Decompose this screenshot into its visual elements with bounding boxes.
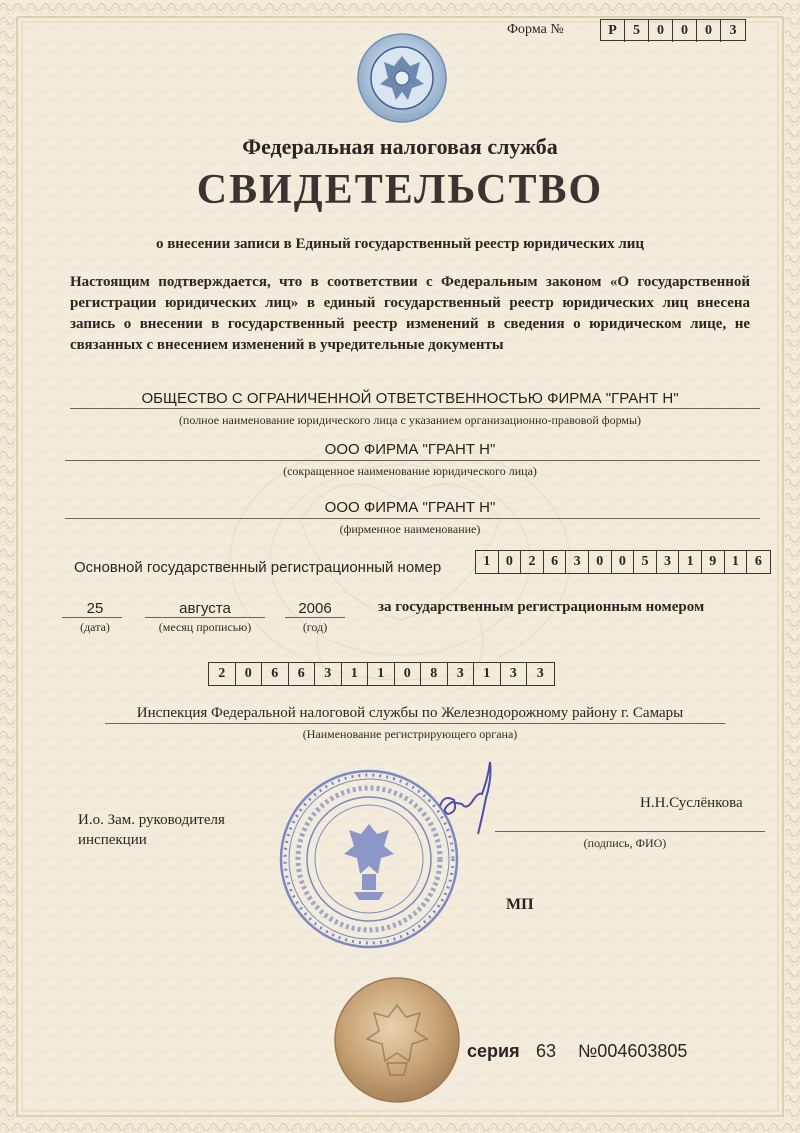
fns-emblem-icon <box>356 32 448 124</box>
handwritten-signature-icon <box>434 758 504 838</box>
date-month-caption: (месяц прописью) <box>158 620 252 634</box>
date-day-caption: (дата) <box>80 620 110 634</box>
digit-box: 0 <box>499 551 522 573</box>
series-value: 63 <box>536 1041 557 1061</box>
short-name-caption: (сокращенное наименование юридического лица) <box>283 464 537 478</box>
signer-position-line1: И.о. Зам. руководителя <box>78 812 225 828</box>
digit-box: 0 <box>612 551 635 573</box>
firm-name-value: ООО ФИРМА "ГРАНТ Н" <box>324 499 496 516</box>
digit-box: 3 <box>315 663 342 685</box>
signature-caption: (подпись, ФИО) <box>583 836 667 850</box>
digit-box: 1 <box>476 551 499 573</box>
embossed-seal-icon <box>332 975 462 1105</box>
digit-box: 9 <box>702 551 725 573</box>
digit-box: 2 <box>209 663 236 685</box>
date-month-line <box>145 617 265 618</box>
digit-box: 1 <box>725 551 748 573</box>
digit-box: 5 <box>625 20 649 42</box>
digit-box: 1 <box>368 663 395 685</box>
form-code-boxes <box>600 19 746 41</box>
reg-number-label: за государственным регистрационным номером <box>378 599 705 615</box>
series-label: серия <box>467 1041 520 1061</box>
signer-name: Н.Н.Суслёнкова <box>640 795 743 811</box>
digit-box: 3 <box>536 666 544 681</box>
date-year: 2006 <box>298 600 332 617</box>
confirmation-paragraph: Настоящим подтверждается, что в соответствии с Федеральным законом «О государственной регистрации юридических лиц» в единый государственный реестр юридических лиц внесена запись о внесении в государственный реестр изменений в сведения о юридическом лице, не связанных с внесением изменений в учредительные документы <box>70 274 750 353</box>
digit-box: 5 <box>634 551 657 573</box>
short-name-value: ООО ФИРМА "ГРАНТ Н" <box>324 441 496 458</box>
date-month: августа <box>179 600 231 617</box>
date-day: 25 <box>86 600 104 617</box>
digit-box: 2 <box>521 551 544 573</box>
firm-name-caption: (фирменное наименование) <box>339 522 481 536</box>
signer-position-line2: инспекции <box>78 832 147 848</box>
grn-boxes <box>208 662 555 686</box>
document-subtitle: о внесении записи в Единый государственный реестр юридических лиц <box>155 236 645 252</box>
ogrn-label: Основной государственный регистрационный номер <box>74 559 442 576</box>
document-title: СВИДЕТЕЛЬСТВО <box>196 167 604 213</box>
digit-box: 6 <box>262 663 289 685</box>
mp-mark: МП <box>506 896 534 913</box>
form-label: Форма № <box>507 22 564 37</box>
digit-box: 0 <box>589 551 612 573</box>
digit-box: 3 <box>729 23 737 38</box>
digit-box: Р <box>601 20 625 42</box>
digit-box: 0 <box>395 663 422 685</box>
digit-box: 6 <box>544 551 567 573</box>
ogrn-boxes <box>475 550 771 574</box>
digit-box: 0 <box>697 20 721 42</box>
digit-box: 3 <box>657 551 680 573</box>
authority-line <box>105 723 725 724</box>
digit-box: 0 <box>236 663 263 685</box>
certificate-number: №004603805 <box>578 1041 688 1061</box>
full-name-caption: (полное наименование юридического лица с указанием организационно-правовой формы) <box>178 413 642 427</box>
digit-box: 6 <box>289 663 316 685</box>
full-name-line <box>70 408 760 409</box>
signer-position <box>78 810 225 850</box>
digit-box: 0 <box>649 20 673 42</box>
agency-title: Федеральная налоговая служба <box>242 134 558 159</box>
digit-box: 1 <box>342 663 369 685</box>
digit-box: 3 <box>501 663 528 685</box>
firm-name-line <box>65 518 760 519</box>
authority-name: Инспекция Федеральной налоговой службы по Железнодорожному району г. Самары <box>136 705 684 721</box>
digit-box: 1 <box>474 663 501 685</box>
authority-caption: (Наименование регистрирующего органа) <box>302 727 518 741</box>
date-year-line <box>285 617 345 618</box>
digit-box: 3 <box>566 551 589 573</box>
signature-line <box>495 831 765 832</box>
digit-box: 3 <box>448 663 475 685</box>
digit-box: 1 <box>679 551 702 573</box>
digit-box: 6 <box>754 554 762 569</box>
short-name-line <box>65 460 760 461</box>
full-name-value: ОБЩЕСТВО С ОГРАНИЧЕННОЙ ОТВЕТСТВЕННОСТЬЮ ФИРМА "ГРАНТ Н" <box>141 390 679 407</box>
digit-box: 8 <box>421 663 448 685</box>
date-day-line <box>62 617 122 618</box>
date-year-caption: (год) <box>302 620 328 634</box>
digit-box: 0 <box>673 20 697 42</box>
